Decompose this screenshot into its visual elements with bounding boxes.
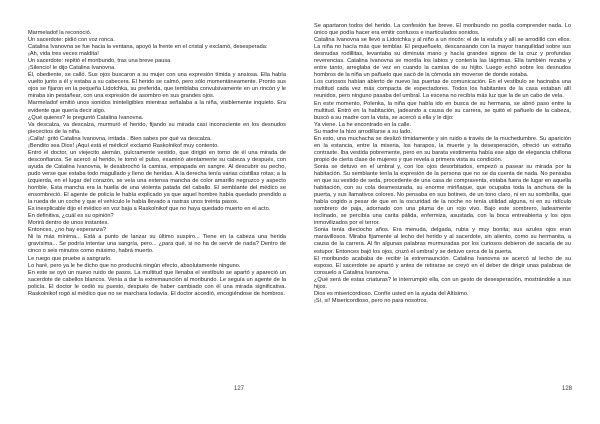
paragraph: Sonia se detuvo en el umbral y, con los ojos desorbitados, empezó a pasear su mirada por la habitación. Su semblante tenía la expresión de la persona que no se da cuenta de nada. No pensaba en que su vestido de seda, procedente de una casa de compraventa, estaba fuera de lugar en aquella habitación, con su cola desmesurada, su enorme miriñaque, que ocupaba toda la anchura de la puerta, y sus llamativos colores. No pensaba en sus botines, de un tono claro, ni en su sombrilla, que había cogido a pesar de que en la oscuridad de la noche no tenía utilidad alguna, ni en su ridículo sombrero de paja, adornado con una pluma de un rojo vivo. Bajo este sombrero, ladeamente inclinado, se percibía una carita pálida, enfermiza, asustada, con la boca entreabierta y los ojos inmovilizados por el terror. bbox=[314, 163, 571, 227]
paragraph: En definitiva, ¿cuál es su opinión? bbox=[28, 213, 114, 220]
paragraph: ¡Bendito sea Dios! ¡Aquí está el médico! exclamó Raskolnikof muy contento. bbox=[28, 142, 219, 149]
paragraph: Morirá dentro de unos instantes. bbox=[28, 220, 109, 227]
paragraph: El moribundo acababa de recibir la extremaunción. Catalina Ivanovna se acercó al lecho de su esposo. El sacerdote se apartó y antes de retirarse se creyó en el deber de dirigir unas palabras de consuelo a Catalina Ivanovna. bbox=[314, 255, 571, 276]
paragraph: ¡Sí, sí! Misericordioso, pero no para nosotros. bbox=[314, 297, 429, 304]
page-number-right: 128 bbox=[561, 386, 572, 392]
paragraph: En este se oyó un nuevo ruido de pasos. La multitud que llenaba el vestíbulo se apartó y apareció un sacerdote de cabellos blancos. Venía a dar la extremaunción al moribundo. Le seguía un agente de la policía. El doctor le cedió su puesto, después de haber cambiado con él una mirada significativa. Raskolnikof rogó al médico que no se marchara todavía. El doctor accedió, encogiéndose de hombros. bbox=[28, 269, 286, 297]
left-page-text bbox=[28, 30, 286, 298]
paragraph: Un sacerdote: repitió el moribundo, tras una breve pausa. bbox=[28, 58, 172, 65]
paragraph: Lo haré, pero ya le he dicho que no producirá ningún efecto, absolutamente ninguno. bbox=[28, 262, 241, 269]
right-page bbox=[300, 0, 600, 424]
paragraph: ¿Qué quieres? le preguntó Catalina Ivanovna. bbox=[28, 114, 144, 121]
paragraph: Le ruego que pruebe a sangrarlo. bbox=[28, 255, 112, 262]
paragraph: Los curiosos habían abierto de nuevo las puertas de comunicación. En el vestíbulo se hacinaba una multitud cada vez más compacta de espectadores. Todos los habitantes de la casa estaban allí reunidos, pero ninguno pasaba del umbral. La escena no recibía más luz que la de un cabo de vela. bbox=[314, 79, 571, 100]
paragraph: ¡Silencio! le dijo Catalina Ivanovna. bbox=[28, 65, 116, 72]
paragraph: Marmeladof emitió unos sonidos ininteligibles mientras señalaba a la niña, visiblemente inquieto. Era evidente que quería decir algo. bbox=[28, 100, 286, 114]
paragraph: Él, obediente, se calló. Sus ojos buscaron a su mujer con una expresión tímida y ansiosa. Ella había vuelto junto a él y estaba a su cabecera. El herido se calmó, pero sólo momentáneamente. Pronto sus ojos se fijaron en la pequeña Lidotchka, su preferida, que temblaba convulsivamente en un rincón y le miraba sin pestañear, con una expresión de asombro en sus grandes ojos. bbox=[28, 72, 286, 100]
paragraph: ¡Calla!: gritó Catalina Ivanovna, irritada . Bien sabes por qué va descalza. bbox=[28, 135, 212, 142]
paragraph: ¿Qué será de estas criaturas? le interrumpió ella, con un gesto de desesperación, mostrándole a sus hijos. bbox=[314, 276, 571, 290]
paragraph: En este momento, Polenka, la niña que había ido en busca de su hermana, se abrió paso entre la multitud. Entró en la habitación, jadeando a causa de su carrera, se quitó el pañuelo de la cabeza, buscó a su madre con la vista, se acercó a ella y le dijo: bbox=[314, 100, 571, 121]
paragraph: Catalina Ivanovna se llevó a Lidotchka y al niño a un rincón: el de la estufa y allí se arrodilló con ellos. La niña no hacía más que temblar. El pequeñuelo, descansando con la mayor tranquilidad sobre sus desnudas rodillitas, levantaba su diminuta mano y hacía grandes signos de la cruz y profundas reverencias. Catalina Ivanovna se mordía los labios y contenía las lágrimas. Ella también rezaba y entre tanto, arreglaba de vez en cuando la camisa de su hijito. Luego echó sobre los desnudos hombros de la niña un pañuelo que sacó de la cómoda sin moverse de donde estaba. bbox=[314, 37, 571, 79]
paragraph: Un sacerdote: pidió con voz ronca. bbox=[28, 37, 115, 44]
paragraph: Su madre la hizo arrodillarse a su lado. bbox=[314, 128, 412, 135]
paragraph: Entró el doctor, un viejecito alemán, pulcramente vestido, que dirigió en torno de él una mirada de desconfianza. Se acercó al herido, le tomó el pulso, examinó atentamente su cabeza y después, con ayuda de Catalina Ivanovna, le desabrochó la camisa, empapada en sangre. Al descubrir su pecho, pudo verse que estaba todo magullado y lleno de heridas. A la derecha tenía varias costillas rotas; a la izquierda, en el lugar del corazón, se veía una extensa mancha de color amarillo negruzco y aspecto horrible. Esta mancha era la huella de una violenta patada del caballo. El semblante del médico se ensombreció. El agente de policía le había explicado ya que aquel hombre había quedado prendido a la rueda de un coche y que el vehículo le había llevado a rastras unos treinta pasos. bbox=[28, 149, 286, 206]
paragraph: Catalina Ivanovna se fue hacia la ventana, apoyó la frente en el cristal y exclamó, desesperada: bbox=[28, 44, 268, 51]
page-number-left: 127 bbox=[233, 386, 244, 392]
paragraph: Marmeladof la reconoció. bbox=[28, 30, 92, 36]
paragraph: Entonces, ¿no hay esperanza? bbox=[28, 227, 106, 234]
paragraph: En esto, una muchacha se deslizó tímidamente y sin ruido a través de la muchedumbre. Su aparición en la estancia, entre la miseria, los harapos, la muerte y la desesperación, ofreció un extraño contraste. Iba vestida pobremente, pero en su barata vestimenta había ese algo de elegancia chillona propio de cierta clase de mujeres y que revela a primera vista su condición. bbox=[314, 135, 571, 163]
paragraph: Ni la más mínima... Está a punto de lanzar su último suspiro... Tiene en la cabeza una herida gravísima... Se podría intentar una sangría, pero... ¿para qué, si no ha de servir de nada? Dentro de cinco o seis minutos como máximo, habrá muerto. bbox=[28, 234, 286, 255]
paragraph: ¡Ah, vida tres veces maldita! bbox=[28, 51, 99, 58]
paragraph: Va descalza, va descalza, murmuró el herido, fijando su mirada casi inconsciente en los desnudos piececitos de la niña. bbox=[28, 121, 286, 135]
right-page-text bbox=[314, 23, 571, 305]
paragraph: Se apartaron todos del herido. La confesión fue breve. El moribundo no podía comprender nada. Lo único que podía hacer era emitir confusos e inarticulados sonidos. bbox=[314, 23, 571, 37]
paragraph: Ya viene. La he encontrado en la calle. bbox=[314, 121, 412, 128]
paragraph: Sonia tenía dieciocho años. Era menuda, delgada, rubia y muy bonita; sus azules ojos eran maravillosos. Miraba fijamente al lecho del herido y al sacerdote, sin aliento, como su hermanita, a causa de la carrera. Al fin algunas palabras murmuradas por los curiosos debieron de sacarla de su estupor. Entonces bajó los ojos, cruzó el umbral y se detuvo cerca de la puerta. bbox=[314, 227, 571, 255]
paragraph: Dios es misericordioso. Confíe usted en la ayuda del Altísimo. bbox=[314, 290, 469, 297]
paragraph: Es inexplicable dijo el médico en voz baja a Raskolnikof que no haya quedado muerto en el acto. bbox=[28, 206, 271, 213]
